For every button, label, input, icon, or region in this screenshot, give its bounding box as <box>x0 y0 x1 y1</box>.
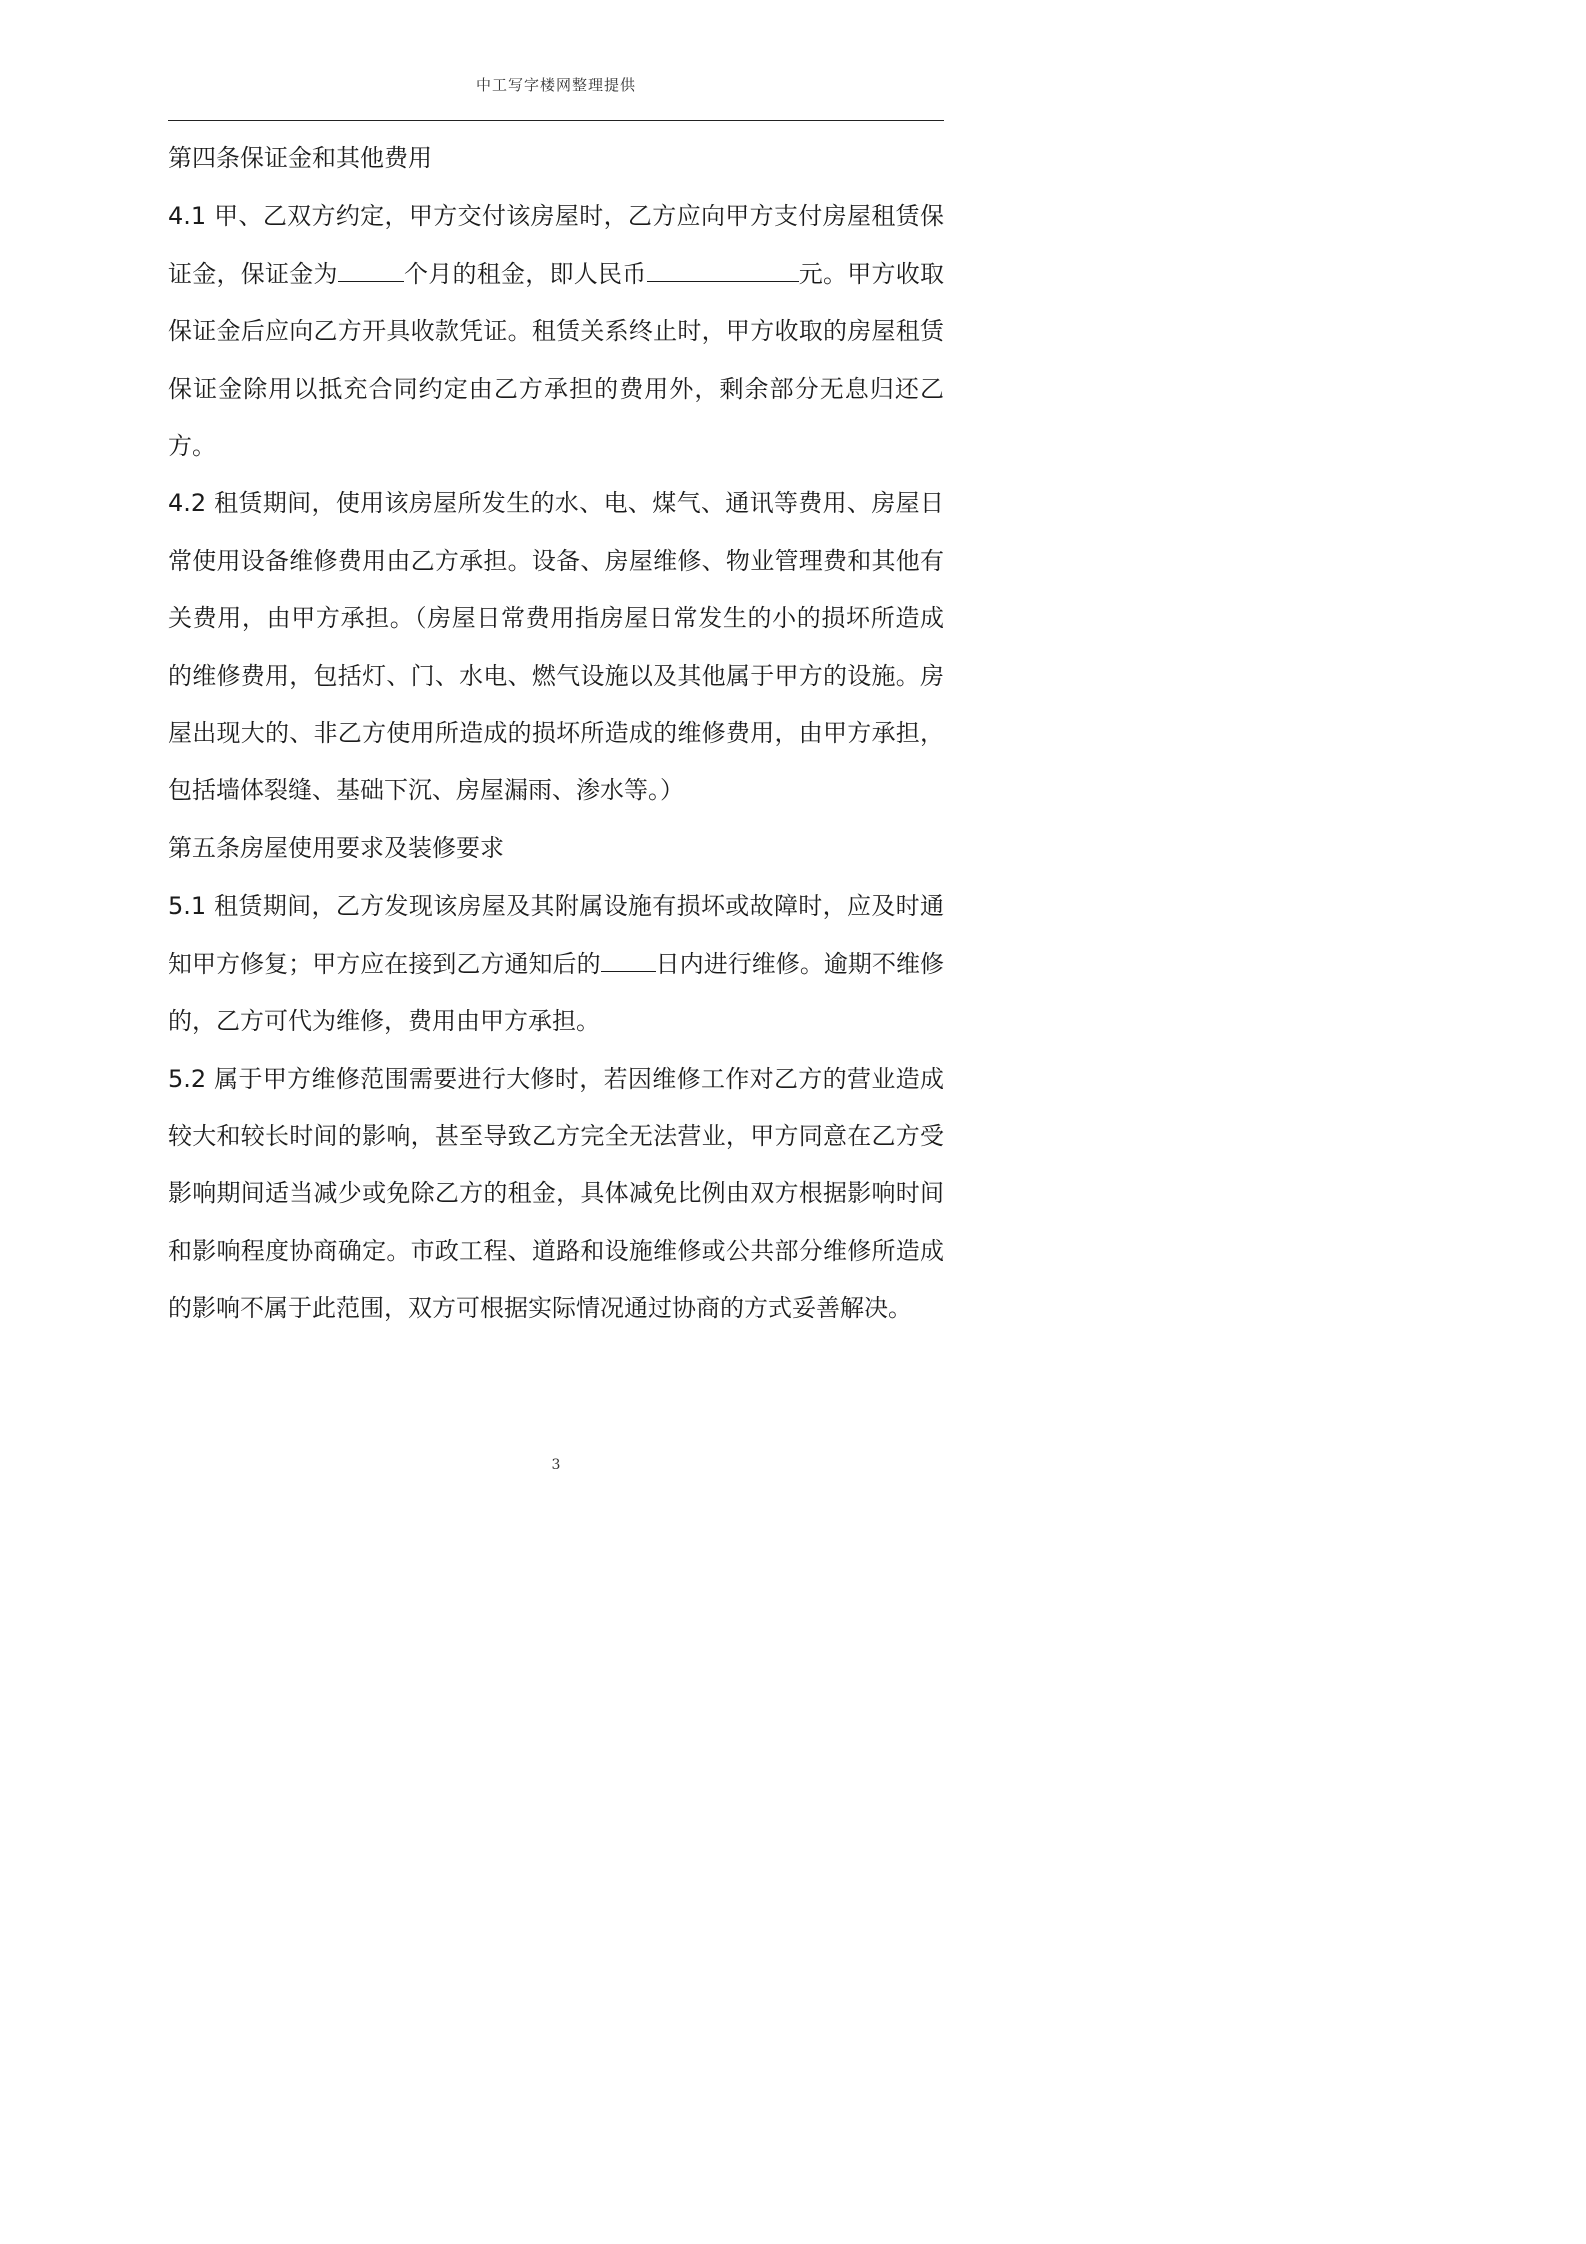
clause-4-1-text-a: 4.1 甲、乙双方约定，甲方交付该房屋时，乙方应向甲方支付房屋租赁保证金，保证金为 <box>168 202 944 288</box>
article-4-title: 第四条保证金和其他费用 <box>168 144 432 172</box>
clause-4-1 <box>168 188 944 475</box>
page-header: 中工写字楼网整理提供 <box>475 76 636 94</box>
clause-5-1 <box>168 878 944 1050</box>
header-divider <box>168 120 944 121</box>
page-number: 3 <box>551 1457 561 1473</box>
clause-4-2: 4.2 租赁期间，使用该房屋所发生的水、电、煤气、通讯等费用、房屋日常使用设备维修费用由乙方承担。设备、房屋维修、物业管理费和其他有关费用，由甲方承担。（房屋日常费用指房屋日常发生的小的损坏所造成的维修费用，包括灯、门、水电、燃气设施以及其他属于甲方的设施。房屋出现大的、非乙方使用所造成的损坏所造成的维修费用，由甲方承担，包括墙体裂缝、基础下沉、房屋漏雨、渗水等。） <box>168 489 944 805</box>
clause-5-1-text-b: 日内进行维修。逾期不维修的，乙方可代为维修，费用由甲方承担。 <box>168 949 945 1036</box>
clause-5-1-text-a: 5.1 租赁期间，乙方发现该房屋及其附属设施有损坏或故障时，应及时通知甲方修复；甲方应在接到乙方通知后的 <box>168 892 944 978</box>
document-body <box>168 130 944 1338</box>
clause-4-1-text-c: 元。甲方收取保证金后应向乙方开具收款凭证。租赁关系终止时，甲方收取的房屋租赁保证金除用以抵充合同约定由乙方承担的费用外，剩余部分无息归还乙方。 <box>168 259 944 461</box>
deposit-months-blank[interactable] <box>338 259 404 282</box>
repair-days-blank[interactable] <box>601 949 656 972</box>
article-5-title: 第五条房屋使用要求及装修要求 <box>168 833 504 862</box>
clause-5-2: 5.2 属于甲方维修范围需要进行大修时，若因维修工作对乙方的营业造成较大和较长时间的影响，甚至导致乙方完全无法营业，甲方同意在乙方受影响期间适当减少或免除乙方的租金，具体减免比例由双方根据影响时间和影响程度协商确定。市政工程、道路和设施维修或公共部分维修所造成的影响不属于此范围，双方可根据实际情况通过协商的方式妥善解决。 <box>168 1064 944 1323</box>
deposit-amount-blank[interactable] <box>647 259 799 282</box>
clause-4-1-text-b: 个月的租金，即人民币 <box>403 259 647 288</box>
document-page <box>0 0 1104 1561</box>
